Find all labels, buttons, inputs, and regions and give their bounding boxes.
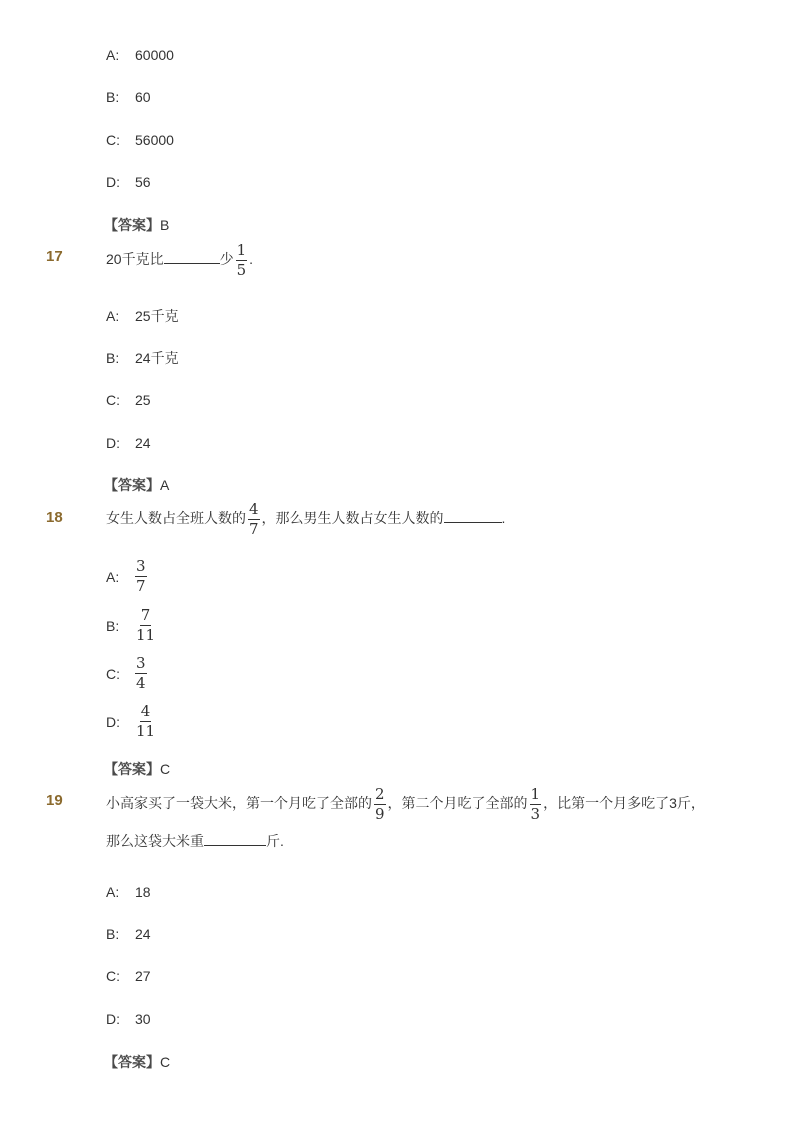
question-number: 19	[46, 792, 63, 809]
option-label: A:	[106, 308, 120, 324]
question-text	[106, 242, 253, 279]
fraction-numerator: 3	[136, 557, 146, 575]
question-text-part: ，比第一个月多吃了3斤，	[543, 795, 705, 812]
fraction	[236, 242, 248, 279]
option-b	[106, 89, 151, 105]
option-d	[106, 1011, 151, 1027]
answer-blank	[164, 249, 220, 264]
option-b	[106, 607, 158, 644]
option-text: 18	[135, 884, 151, 900]
fraction-numerator: 4	[140, 702, 151, 720]
option-label: A:	[106, 568, 120, 585]
question-text	[106, 786, 705, 823]
question-text	[106, 501, 505, 538]
fraction	[135, 607, 156, 644]
answer-tag: 【答案】	[104, 1054, 160, 1070]
option-a	[106, 884, 151, 900]
option-b	[106, 926, 151, 942]
fraction-numerator: 1	[530, 785, 541, 803]
option-text: 24	[135, 926, 151, 942]
answer-value: C	[160, 761, 171, 777]
fraction-denominator: 11	[136, 722, 156, 740]
fraction	[530, 786, 542, 823]
answer-line	[104, 217, 169, 233]
question-text-part: .	[501, 510, 506, 527]
option-c	[106, 392, 151, 408]
fraction-numerator: 7	[140, 606, 151, 624]
fraction-denominator: 9	[375, 805, 385, 823]
option-label: A:	[106, 884, 120, 900]
fraction	[248, 501, 260, 538]
option-text: 24	[135, 435, 151, 451]
question-text-part: ，第二个月吃了全部的	[387, 795, 528, 812]
fraction-numerator: 1	[236, 241, 247, 259]
fraction-numerator: 4	[249, 500, 259, 518]
option-a	[106, 47, 174, 63]
answer-blank	[444, 508, 502, 523]
answer-blank	[204, 831, 266, 846]
question-text-part: 小高家买了一袋大米，第一个月吃了全部的	[106, 795, 372, 812]
option-text: 25千克	[135, 308, 179, 324]
option-d	[106, 703, 158, 740]
question-text-part: 少	[219, 251, 234, 268]
answer-line	[104, 761, 170, 777]
fraction-denominator: 11	[136, 626, 156, 644]
question-text-part: 斤.	[266, 833, 284, 849]
option-d	[106, 174, 151, 190]
answer-tag: 【答案】	[104, 761, 160, 777]
option-label: D:	[106, 713, 120, 730]
question-text-line2	[106, 831, 284, 851]
option-text: 25	[135, 392, 151, 408]
option-a	[106, 558, 149, 595]
fraction-numerator: 3	[136, 654, 146, 672]
fraction-denominator: 7	[136, 577, 146, 595]
answer-value: B	[160, 217, 170, 233]
option-c	[106, 655, 149, 692]
option-c	[106, 968, 151, 984]
option-label: B:	[106, 89, 120, 105]
fraction-denominator: 5	[236, 261, 247, 279]
fraction	[135, 703, 156, 740]
fraction	[135, 558, 147, 595]
fraction	[374, 786, 386, 823]
option-d	[106, 435, 151, 451]
question-text-part: 女生人数占全班人数的	[106, 510, 246, 527]
fraction-denominator: 4	[136, 674, 146, 692]
option-text: 56000	[135, 132, 174, 148]
option-label: D:	[106, 1011, 120, 1027]
answer-tag: 【答案】	[104, 477, 160, 493]
answer-tag: 【答案】	[104, 217, 160, 233]
option-text: 24千克	[135, 350, 179, 366]
question-text-part: .	[249, 251, 254, 268]
option-text: 60	[135, 89, 151, 105]
option-label: B:	[106, 926, 120, 942]
option-label: D:	[106, 174, 120, 190]
option-text: 56	[135, 174, 151, 190]
option-label: C:	[106, 392, 120, 408]
fraction	[135, 655, 147, 692]
question-number: 17	[46, 248, 63, 265]
option-label: A:	[106, 47, 120, 63]
question-text-part: 那么这袋大米重	[106, 833, 204, 849]
question-text-part: 20千克比	[106, 251, 164, 268]
fraction-numerator: 2	[375, 785, 385, 803]
answer-value: C	[160, 1054, 171, 1070]
option-label: D:	[106, 435, 120, 451]
option-label: B:	[106, 617, 120, 634]
answer-value: A	[160, 477, 170, 493]
fraction-denominator: 7	[249, 520, 259, 538]
option-label: C:	[106, 665, 120, 682]
answer-line	[104, 477, 169, 493]
option-label: C:	[106, 968, 120, 984]
fraction-denominator: 3	[530, 805, 541, 823]
option-text: 60000	[135, 47, 174, 63]
option-text: 30	[135, 1011, 151, 1027]
option-b	[106, 350, 179, 366]
question-number: 18	[46, 509, 63, 526]
option-a	[106, 308, 179, 324]
option-text: 27	[135, 968, 151, 984]
question-text-part: ，那么男生人数占女生人数的	[261, 510, 444, 527]
option-c	[106, 132, 174, 148]
option-label: B:	[106, 350, 120, 366]
option-label: C:	[106, 132, 120, 148]
answer-line	[104, 1054, 170, 1070]
